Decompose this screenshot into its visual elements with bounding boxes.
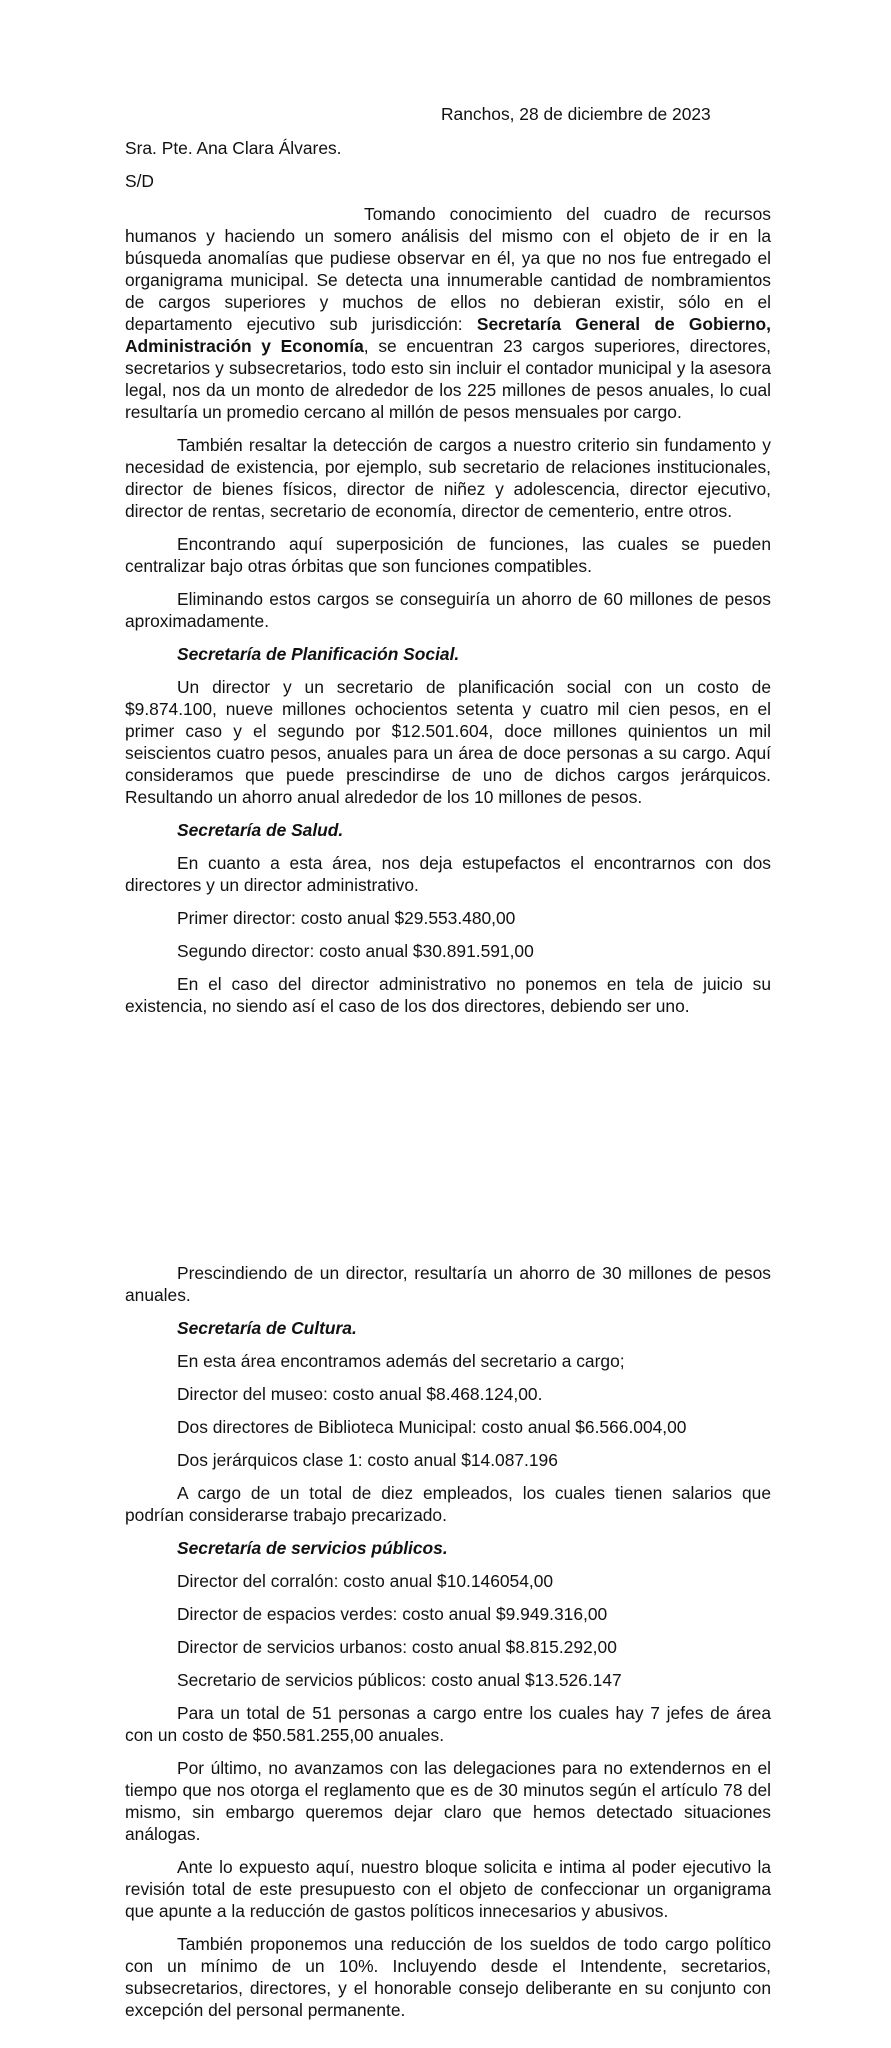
cultura-biblioteca: Dos directores de Biblioteca Municipal: costo anual $6.566.004,00 <box>177 1417 687 1437</box>
servicios-total-paragraph: Para un total de 51 personas a cargo entre los cuales hay 7 jefes de área con un costo de $50.581.255,00 anuales. <box>125 1703 771 1745</box>
salud-ahorro-paragraph: Prescindiendo de un director, resultaría un ahorro de 30 millones de pesos anuales. <box>125 1263 771 1305</box>
salud-admin-paragraph: En el caso del director administrativo no ponemos en tela de juicio su existencia, no siendo así el caso de los dos directores, debiendo ser uno. <box>125 974 771 1016</box>
intro-paragraph: Tomando conocimiento del cuadro de recursos humanos y haciendo un somero análisis del mismo con el objeto de ir en la búsqueda anomalías que pudiese observar en él, ya que no nos fue entregado el organigrama municipal. Se detecta una innumerable cantidad de nombramientos de cargos superiores y muchos de ellos no debieran existir, sólo en el departamento ejecutivo sub jurisdicción: Secretaría General de Gobierno, Administración y Economía, se encuentran 23 cargos superiores, directores, secretarios y subsecretarios, todo esto sin incluir el contador municipal y la asesora legal, nos da un monto de alrededor de los 225 millones de pesos anuales, lo cual resultaría un promedio cercano al millón de pesos mensuales por cargo. <box>125 204 771 422</box>
planificacion-paragraph: Un director y un secretario de planificación social con un costo de $9.874.100, nueve millones ochocientos setenta y cuatro mil cien pesos, en el primer caso y el segundo por $12.501.604, doce millones quinientos un mil seiscientos cuatro pesos, anuales para un área de doce personas a su cargo. Aquí consideramos que puede prescindirse de uno de dichos cargos jerárquicos. Resultando un ahorro anual alrededor de los 10 millones de pesos. <box>125 677 771 807</box>
salud-segundo-director: Segundo director: costo anual $30.891.591,00 <box>177 941 534 961</box>
section-heading-servicios: Secretaría de servicios públicos. <box>177 1538 448 1558</box>
jurisdiction-name: Secretaría General de Gobierno, Administración y Economía <box>125 314 771 356</box>
section-heading-salud: Secretaría de Salud. <box>177 820 344 840</box>
letter-recipient: Sra. Pte. Ana Clara Álvares. <box>125 138 342 158</box>
reduccion-paragraph: También proponemos una reducción de los sueldos de todo cargo político con un mínimo de un 10%. Incluyendo desde el Intendente, secretarios, subsecretarios, directores, y el honorable consejo deliberante en su conjunto con excepción del personal permanente. <box>125 1934 771 2020</box>
superposicion-paragraph: Encontrando aquí superposición de funciones, las cuales se pueden centralizar bajo otras órbitas que son funciones compatibles. <box>125 534 771 576</box>
document-body-bottom <box>125 1262 771 2021</box>
servicios-espacios-verdes: Director de espacios verdes: costo anual $9.949.316,00 <box>177 1604 608 1624</box>
section-heading-cultura: Secretaría de Cultura. <box>177 1318 357 1338</box>
servicios-urbanos: Director de servicios urbanos: costo anual $8.815.292,00 <box>177 1637 617 1657</box>
servicios-secretario: Secretario de servicios públicos: costo anual $13.526.147 <box>177 1670 622 1690</box>
ahorro-60-paragraph: Eliminando estos cargos se conseguiría un ahorro de 60 millones de pesos aproximadamente. <box>125 589 771 631</box>
delegaciones-paragraph: Por último, no avanzamos con las delegaciones para no extendernos en el tiempo que nos otorga el reglamento que es de 30 minutos según el artículo 78 del mismo, sin embargo queremos dejar claro que hemos detectado situaciones análogas. <box>125 1758 771 1844</box>
cultura-museo: Director del museo: costo anual $8.468.124,00. <box>177 1384 543 1404</box>
servicios-corralon: Director del corralón: costo anual $10.146054,00 <box>177 1571 554 1591</box>
document-body-top <box>125 203 771 1017</box>
cultura-jerarquicos: Dos jerárquicos clase 1: costo anual $14.087.196 <box>177 1450 558 1470</box>
cultura-empleados-paragraph: A cargo de un total de diez empleados, los cuales tienen salarios que podrían considerarse trabajo precarizado. <box>125 1483 771 1525</box>
letter-date: Ranchos, 28 de diciembre de 2023 <box>441 104 711 124</box>
letter-salutation: S/D <box>125 171 154 191</box>
solicita-paragraph: Ante lo expuesto aquí, nuestro bloque solicita e intima al poder ejecutivo la revisión total de este presupuesto con el objeto de confeccionar un organigrama que apunte a la reducción de gastos políticos innecesarios y abusivos. <box>125 1857 771 1921</box>
cultura-intro: En esta área encontramos además del secretario a cargo; <box>177 1351 625 1371</box>
salud-paragraph: En cuanto a esta área, nos deja estupefactos el encontrarnos con dos directores y un director administrativo. <box>125 853 771 895</box>
salud-primer-director: Primer director: costo anual $29.553.480,00 <box>177 908 516 928</box>
section-heading-planificacion: Secretaría de Planificación Social. <box>177 644 460 664</box>
cargos-paragraph: También resaltar la detección de cargos a nuestro criterio sin fundamento y necesidad de existencia, por ejemplo, sub secretario de relaciones institucionales, director de bienes físicos, director de niñez y adolescencia, director ejecutivo, director de rentas, secretario de economía, director de cementerio, entre otros. <box>125 435 771 521</box>
